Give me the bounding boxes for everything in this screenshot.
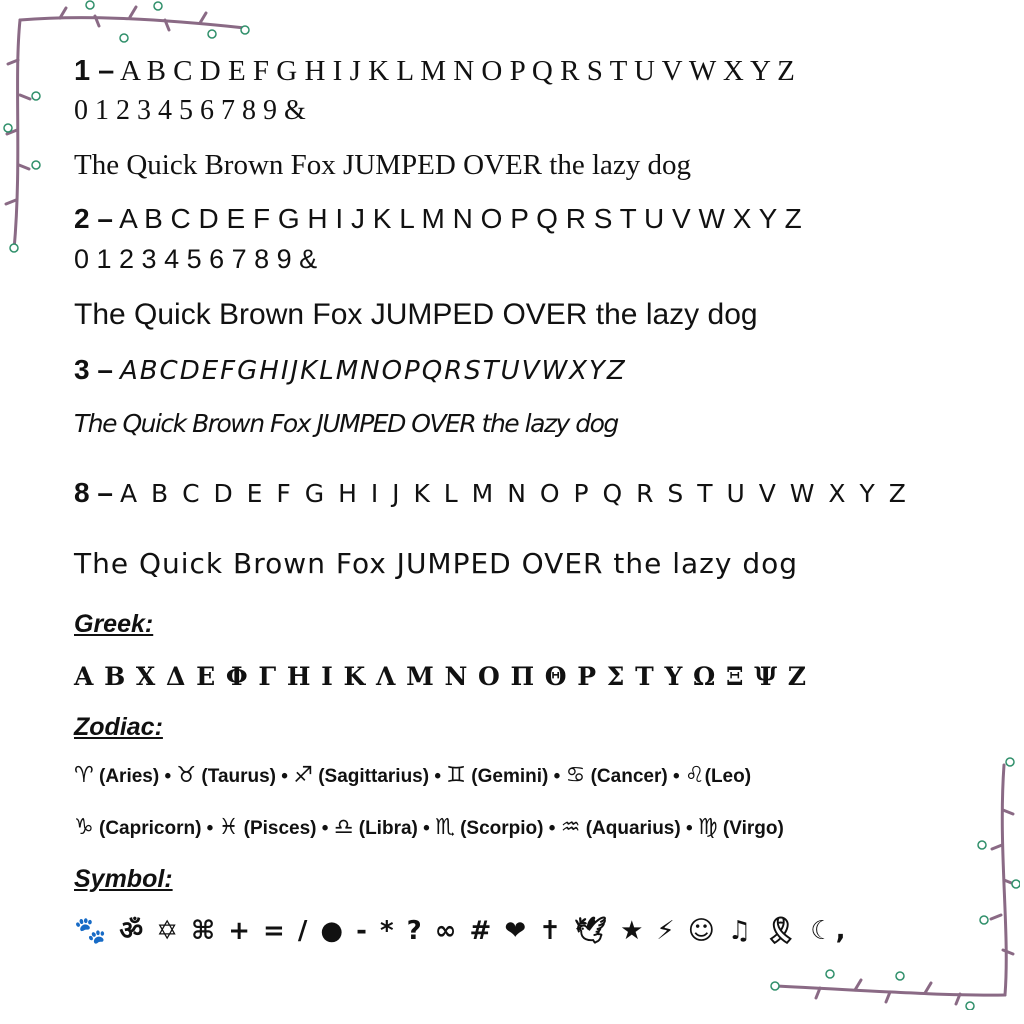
font8-pangram: The Quick Brown Fox JUMPED OVER the lazy dog xyxy=(74,547,799,580)
capricorn-icon: ♑ xyxy=(74,815,94,840)
zodiac-label: (Gemini) • xyxy=(466,766,566,787)
virgo-icon: ♍ xyxy=(697,815,718,840)
font1-pangram: The Quick Brown Fox JUMPED OVER the lazy dog xyxy=(74,149,692,181)
font3-pangram: The Quick Brown Fox JUMPED OVER the lazy dog xyxy=(74,409,618,438)
font3-number: 3 – xyxy=(74,354,113,385)
font8-number: 8 – xyxy=(74,477,113,508)
zodiac-label: (Capricorn) • xyxy=(93,818,219,839)
greek-heading: Greek: xyxy=(74,610,154,638)
sagittarius-icon: ♐ xyxy=(293,763,313,788)
zodiac-heading: Zodiac: xyxy=(74,713,163,741)
vine-decoration-bottom-right xyxy=(760,750,1020,1010)
zodiac-label: (Sagittarius) • xyxy=(312,766,447,787)
gemini-icon: ♊ xyxy=(446,763,467,788)
zodiac-label: (Aries) • xyxy=(93,766,177,787)
cancer-icon: ♋ xyxy=(565,763,586,788)
font1-number: 1 – xyxy=(74,55,115,87)
taurus-icon: ♉ xyxy=(176,763,197,788)
scorpio-icon: ♏ xyxy=(435,815,455,840)
aries-icon: ♈ xyxy=(74,763,94,788)
libra-icon: ♎ xyxy=(333,815,354,840)
zodiac-label: (Pisces) • xyxy=(238,818,334,839)
font8-alphabet-row xyxy=(74,479,909,508)
zodiac-label: (Aquarius) • xyxy=(580,818,698,839)
font3-alphabet-row xyxy=(74,356,627,385)
zodiac-label: (Scorpio) • xyxy=(454,818,561,839)
greek-letters: Α Β Χ Δ Ε Φ Γ Η Ι Κ Λ Μ Ν Ο Π Θ Ρ Σ Τ Υ Ω Ξ Ψ Ζ xyxy=(74,662,808,691)
font1-alphabet-row xyxy=(74,57,795,86)
font1-alphabet: A B C D E F G H I J K L M N O P Q R S T U V W X Y Z xyxy=(119,55,795,87)
aquarius-icon: ♒ xyxy=(560,815,581,840)
symbol-glyphs: 🐾 ॐ ✡ ⌘ + = / ● - * ? ∞ # ❤ ✝ 🕊 ★ ⚡ ☺ ♫ 🎗 ☾, xyxy=(74,916,848,946)
symbol-heading: Symbol: xyxy=(74,865,173,893)
zodiac-label: (Cancer) • xyxy=(585,766,685,787)
font2-number: 2 – xyxy=(74,203,113,234)
zodiac-label: (Libra) • xyxy=(353,818,436,839)
leo-icon: ♌ xyxy=(684,763,705,788)
font2-digits: 0 1 2 3 4 5 6 7 8 9 & xyxy=(74,244,318,274)
font1-digits: 0 1 2 3 4 5 6 7 8 9 & xyxy=(74,95,306,126)
zodiac-label: (Leo) xyxy=(704,766,752,787)
pisces-icon: ♓ xyxy=(218,815,239,840)
font2-pangram: The Quick Brown Fox JUMPED OVER the lazy dog xyxy=(74,298,758,331)
zodiac-row-1 xyxy=(74,765,751,787)
font3-alphabet: ABCDEFGHIJKLMNOPQRSTUVWXYZ xyxy=(119,356,627,386)
font8-alphabet: A B C D E F G H I J K L M N O P Q R S T U V W X Y Z xyxy=(119,479,909,508)
zodiac-row-2 xyxy=(74,817,784,839)
zodiac-label: (Virgo) xyxy=(717,818,784,839)
font2-alphabet-row xyxy=(74,205,802,233)
font2-alphabet: A B C D E F G H I J K L M N O P Q R S T U V W X Y Z xyxy=(119,203,802,234)
zodiac-label: (Taurus) • xyxy=(196,766,294,787)
